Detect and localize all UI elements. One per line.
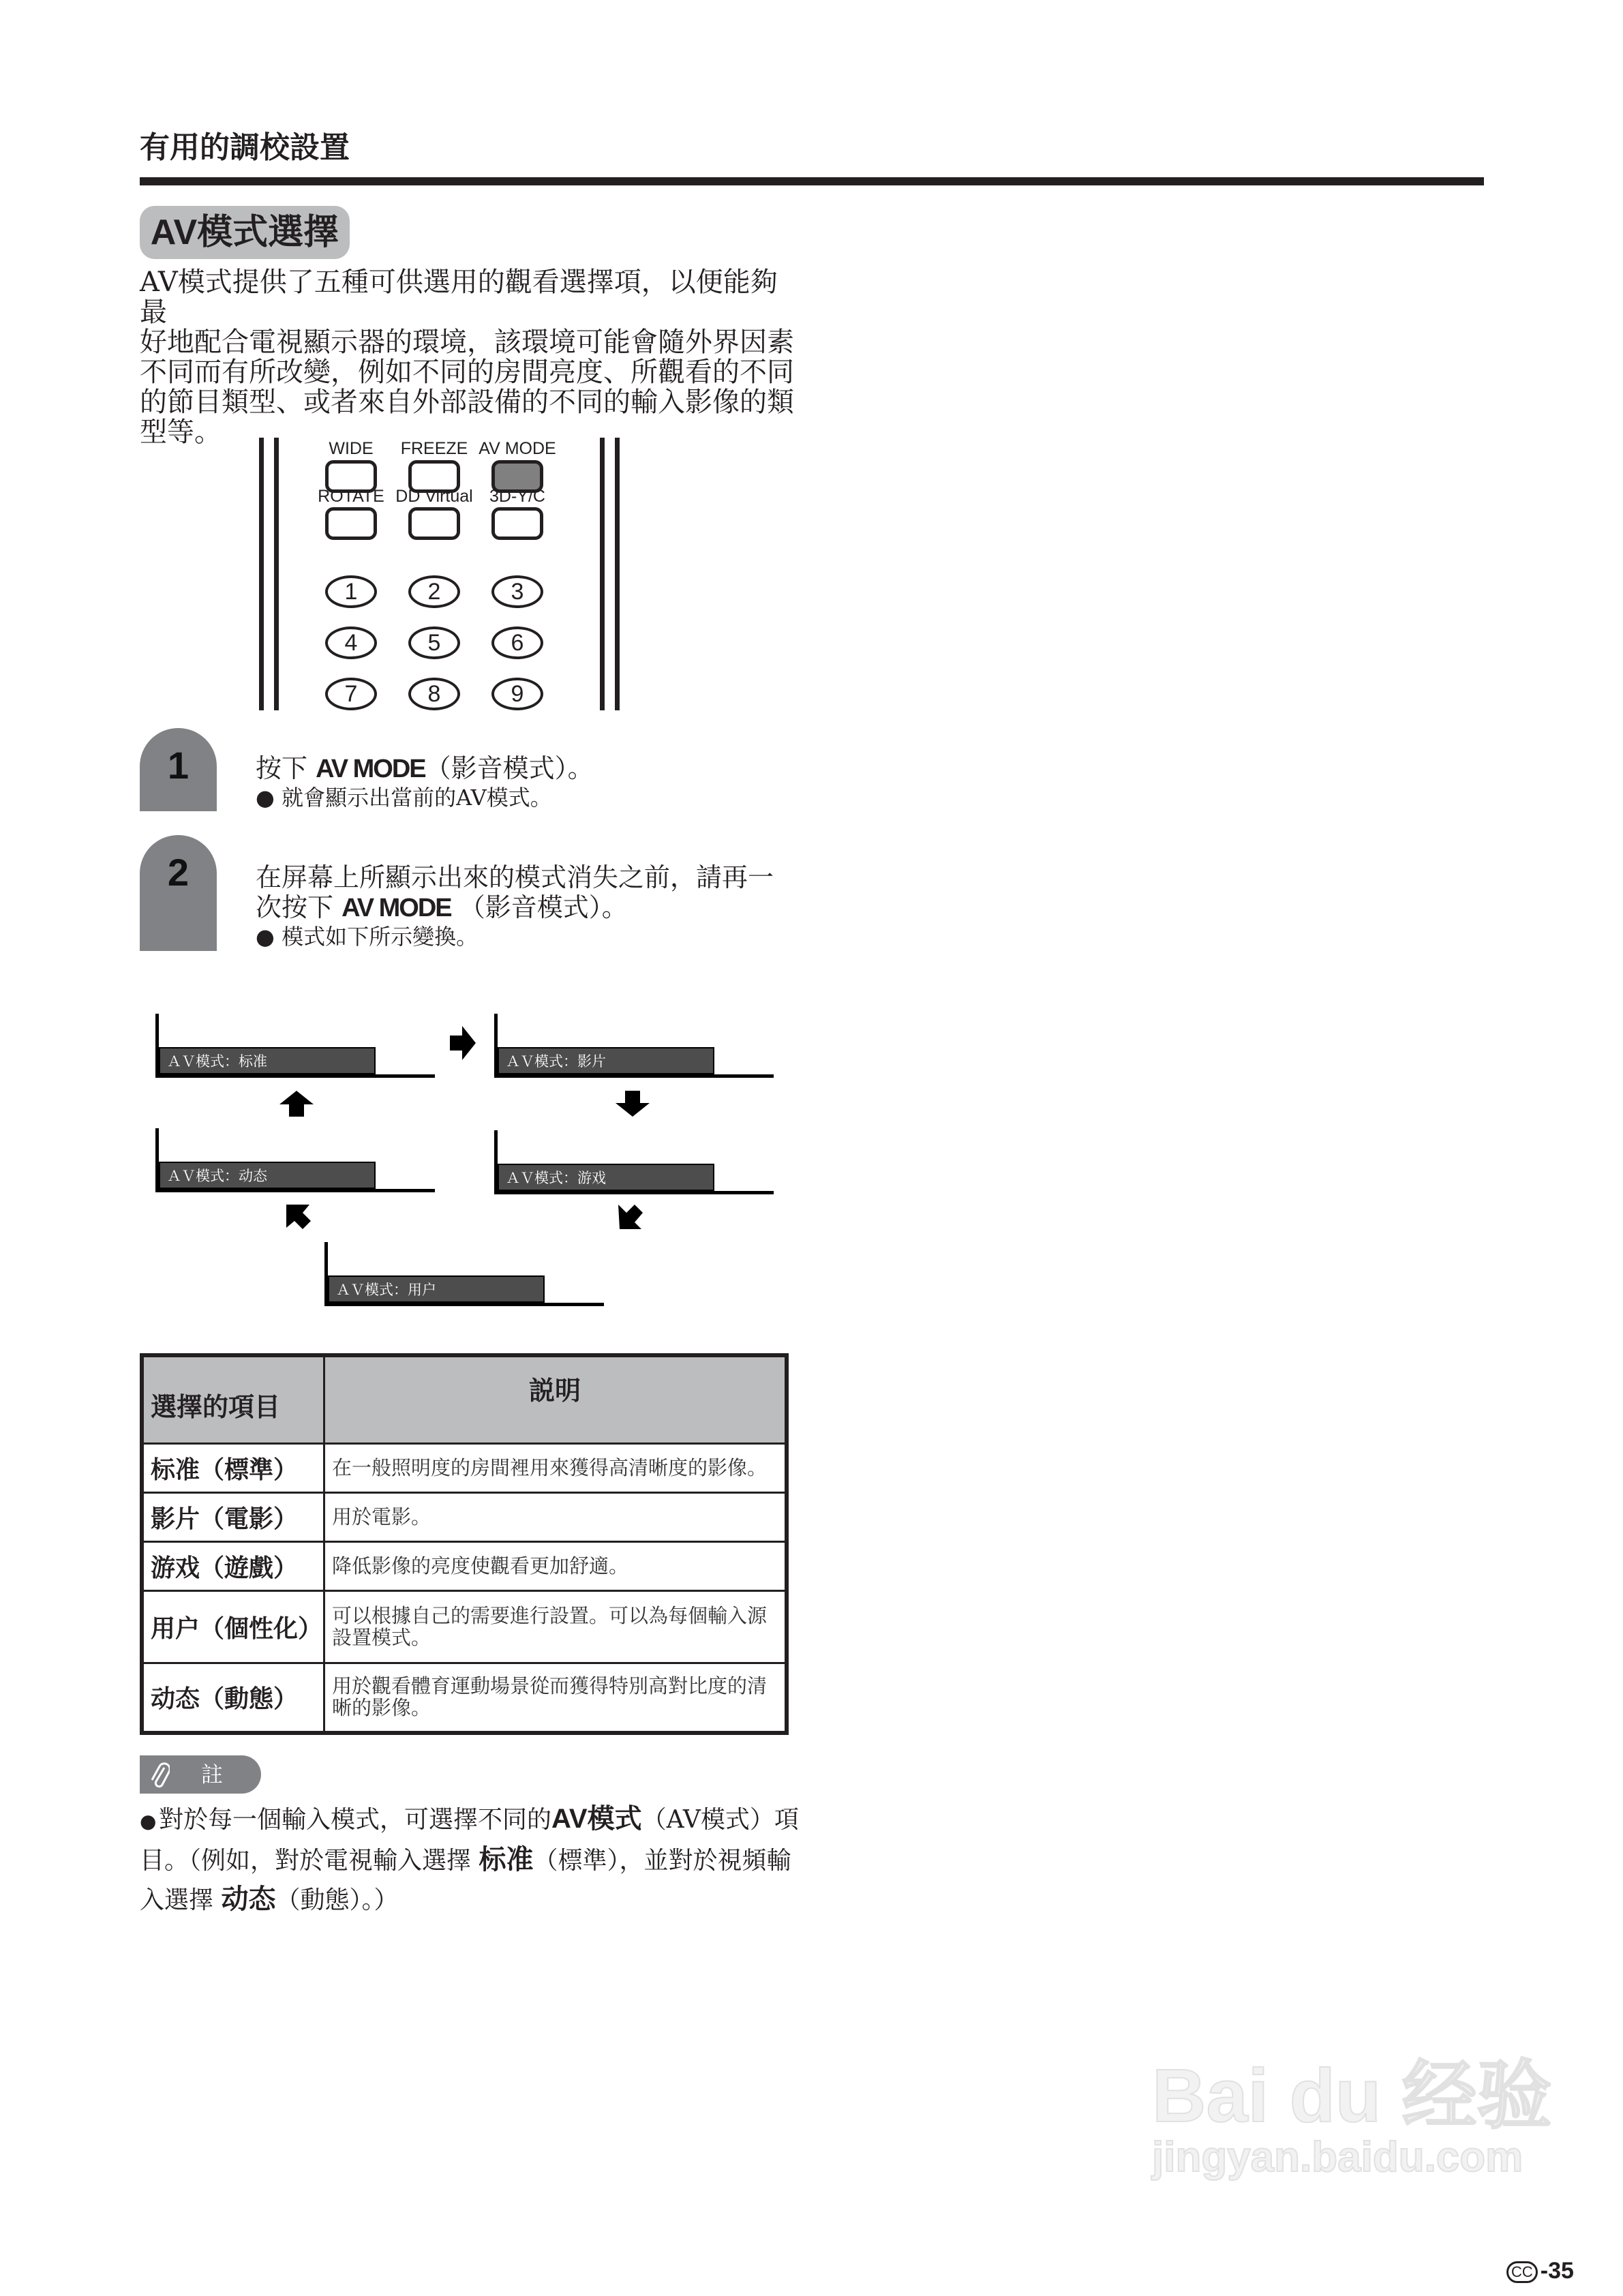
table-row	[142, 1542, 787, 1591]
osd-label: ＡＶ模式：用户	[328, 1275, 545, 1303]
note-part: 對於每一個輸入模式，可選擇不同的	[159, 1806, 552, 1834]
av-mode-key-label: AV MODE	[342, 894, 451, 922]
arrow-up-left-icon	[285, 1203, 312, 1230]
watermark-brand: Bai du 经验	[1152, 2054, 1552, 2138]
step-1-pre: 按下	[256, 753, 316, 783]
section-title: AV模式選擇	[140, 206, 350, 259]
number-button-8[interactable]: 8	[408, 678, 460, 710]
osd-label: ＡＶ模式：游戏	[498, 1164, 714, 1191]
mode-name: 用户（個性化）	[142, 1591, 324, 1663]
step-2-bullet-text: 模式如下所示變換。	[282, 924, 479, 950]
remote-label-rotate: ROTATE	[318, 487, 384, 506]
remote-label-3d-yc: 3D-Y/C	[489, 487, 545, 506]
note-part: （動態）。）	[275, 1886, 399, 1914]
intro-paragraph	[140, 267, 798, 447]
remote-label-wide: WIDE	[329, 439, 374, 458]
table-row	[142, 1591, 787, 1663]
page-header-title: 有用的調校設置	[140, 131, 350, 164]
arrow-down-left-icon	[617, 1203, 644, 1230]
intro-line: 不同而有所改變，例如不同的房間亮度、所觀看的不同	[140, 357, 794, 388]
language-badge-icon: CC	[1506, 2261, 1538, 2283]
remote-edge	[259, 438, 264, 710]
osd-game	[494, 1130, 774, 1194]
note-badge	[140, 1755, 261, 1794]
rotate-button[interactable]	[325, 507, 377, 540]
number-button-5[interactable]: 5	[408, 626, 460, 659]
intro-line: 好地配合電視顯示器的環境，該環境可能會隨外界因素	[140, 327, 794, 358]
number-button-6[interactable]: 6	[491, 626, 543, 659]
step-1-text	[256, 753, 594, 784]
step-1-bullet: ● 就會顯示出當前的AV模式。	[256, 785, 552, 811]
note-label: 註	[201, 1762, 224, 1787]
arrow-up-icon	[279, 1091, 314, 1118]
number-button-4[interactable]: 4	[325, 626, 377, 659]
osd-dynamic	[155, 1128, 435, 1192]
column-header-description: 説明	[324, 1355, 787, 1444]
osd-movie	[494, 1014, 774, 1078]
note-text: ●對於每一個輸入模式，可選擇不同的AV模式（AV模式）項目。（例如，對於電視輸入選擇 标准（標準），並對於視頻輸入選擇 动态（動態）。）	[140, 1804, 799, 1914]
intro-line: 的節目類型、或者來自外部設備的不同的輸入影像的類	[140, 387, 794, 418]
osd-user	[324, 1242, 604, 1306]
step-2-bullet: ● 模式如下所示變換。	[256, 924, 479, 950]
paperclip-icon	[149, 1761, 170, 1789]
column-header-item: 選擇的項目	[142, 1355, 324, 1444]
mode-description: 在一般照明度的房間裡用來獲得高清晰度的影像。	[324, 1444, 787, 1493]
header-divider	[140, 177, 1484, 185]
remote-label-freeze: FREEZE	[400, 439, 468, 458]
table-header-row	[142, 1355, 787, 1444]
remote-label-virtual: DD Virtual	[395, 487, 473, 506]
note-part: （標準），並對於視頻輸入選擇	[140, 1847, 791, 1914]
mode-description: 用於電影。	[324, 1493, 787, 1542]
osd-label: ＡＶ模式：动态	[159, 1162, 376, 1189]
step-1-badge: 1	[140, 728, 217, 811]
virtual-button[interactable]	[408, 507, 460, 540]
mode-name: 动态（動態）	[142, 1663, 324, 1733]
step-1-bullet-text: 就會顯示出當前的AV模式。	[282, 785, 552, 811]
remote-label-av-mode: AV MODE	[479, 439, 556, 458]
av-mode-key-label: AV MODE	[316, 755, 425, 783]
osd-label: ＡＶ模式：标准	[159, 1047, 376, 1074]
mode-name: 标准（標準）	[142, 1444, 324, 1493]
note-bold: 动态	[221, 1884, 276, 1914]
note-bold: 标准	[479, 1845, 534, 1875]
remote-edge	[274, 438, 279, 710]
remote-edge	[615, 438, 620, 710]
mode-name: 游戏（遊戲）	[142, 1542, 324, 1591]
note-part: （AV模式）項目。（例如，對於電視輸入選擇	[140, 1806, 799, 1875]
3d-yc-button[interactable]	[491, 507, 543, 540]
arrow-right-icon	[450, 1026, 477, 1060]
remote-edge	[600, 438, 605, 710]
mode-name: 影片（電影）	[142, 1493, 324, 1542]
table-row	[142, 1444, 787, 1493]
intro-line: 型等。	[140, 417, 222, 448]
osd-standard	[155, 1014, 435, 1078]
intro-line: AV模式提供了五種可供選用的觀看選擇項，以便能夠最	[140, 267, 778, 328]
step-2-text	[256, 892, 628, 923]
page-number	[1506, 2258, 1574, 2284]
watermark-url: jingyan.baidu.com	[1152, 2134, 1523, 2181]
step-2-pre: 次按下	[256, 892, 342, 922]
table-row	[142, 1493, 787, 1542]
number-button-1[interactable]: 1	[325, 575, 377, 608]
mode-description: 用於觀看體育運動場景從而獲得特別高對比度的清晰的影像。	[324, 1663, 787, 1733]
number-button-2[interactable]: 2	[408, 575, 460, 608]
number-button-7[interactable]: 7	[325, 678, 377, 710]
mode-description: 降低影像的亮度使觀看更加舒適。	[324, 1542, 787, 1591]
table-row	[142, 1663, 787, 1733]
osd-label: ＡＶ模式：影片	[498, 1047, 714, 1074]
number-button-3[interactable]: 3	[491, 575, 543, 608]
step-2-line1: 在屏幕上所顯示出來的模式消失之前，請再一	[256, 862, 774, 892]
remote-illustration	[259, 438, 620, 710]
arrow-down-icon	[616, 1091, 650, 1118]
page-number-text: -35	[1540, 2258, 1574, 2284]
step-1-post: （影音模式）。	[425, 753, 594, 783]
note-bold: AV模式	[551, 1804, 642, 1834]
mode-description: 可以根據自己的需要進行設置。可以為每個輸入源設置模式。	[324, 1591, 787, 1663]
baidu-watermark	[1152, 2054, 1552, 2181]
av-mode-table	[140, 1353, 789, 1735]
step-2-post: （影音模式）。	[451, 892, 628, 922]
step-2-badge: 2	[140, 835, 217, 951]
number-button-9[interactable]: 9	[491, 678, 543, 710]
